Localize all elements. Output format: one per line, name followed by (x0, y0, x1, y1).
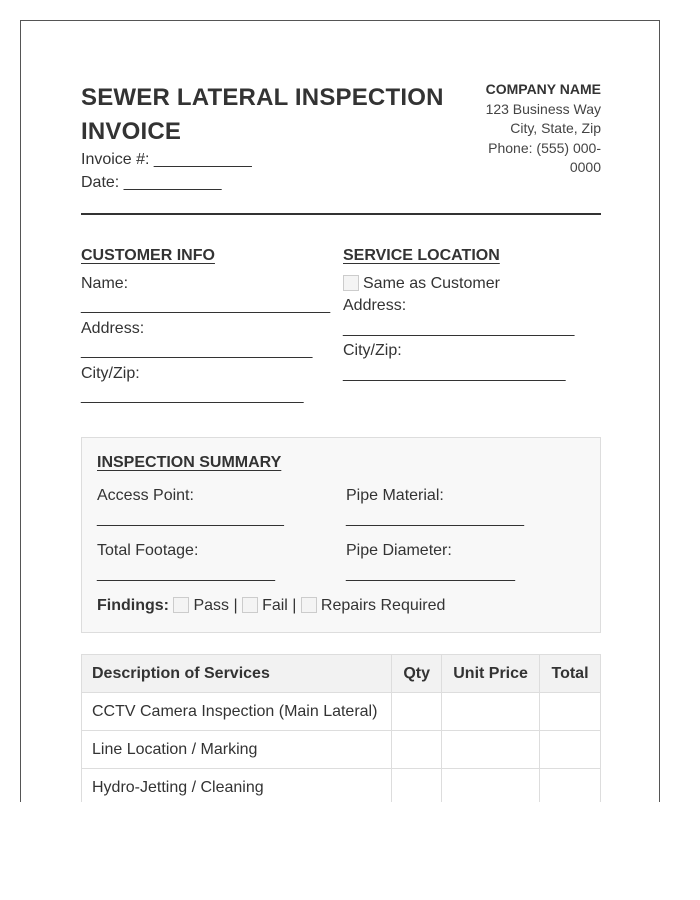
service-qty[interactable] (392, 769, 442, 803)
fail-checkbox[interactable] (242, 597, 258, 613)
header-total: Total (540, 655, 601, 693)
company-address: 123 Business Way (485, 100, 601, 117)
inspection-summary-heading: INSPECTION SUMMARY (97, 454, 282, 471)
service-city-label: City/Zip: (343, 342, 402, 359)
customer-city-field[interactable]: _________________________ (81, 387, 304, 404)
total-footage-field[interactable]: ____________________ (97, 564, 275, 582)
header-qty: Qty (392, 655, 442, 693)
customer-info-section (81, 245, 331, 408)
repairs-required-checkbox[interactable] (301, 597, 317, 613)
company-phone-line1: Phone: (555) 000- (488, 139, 601, 156)
service-description: Line Location / Marking (82, 731, 392, 769)
pipe-diameter-label: Pipe Diameter: (346, 542, 452, 559)
service-qty[interactable] (392, 693, 442, 731)
company-block (461, 80, 601, 178)
access-point-field[interactable]: _____________________ (97, 509, 284, 527)
service-address-field[interactable]: __________________________ (343, 319, 575, 337)
customer-info-heading: CUSTOMER INFO (81, 247, 215, 264)
total-footage-group (97, 540, 275, 585)
invoice-title: SEWER LATERAL INSPECTION INVOICE (81, 84, 444, 145)
repairs-required-label: Repairs Required (320, 597, 446, 614)
pipe-diameter-group (346, 540, 515, 585)
same-as-customer-row (343, 273, 601, 296)
company-phone-line2: 0000 (569, 159, 601, 175)
customer-city-label: City/Zip: (81, 364, 140, 382)
service-description: CCTV Camera Inspection (Main Lateral) (82, 693, 392, 731)
customer-name-field[interactable]: ____________________________ (81, 297, 331, 314)
service-total[interactable] (540, 731, 601, 769)
customer-address-field[interactable]: __________________________ (81, 342, 313, 359)
same-as-customer-label: Same as Customer (363, 274, 500, 292)
table-row (82, 731, 601, 769)
inspection-summary-box (81, 437, 601, 633)
company-name: COMPANY NAME (485, 81, 601, 97)
fail-label: Fail | (262, 597, 297, 614)
service-description: Hydro-Jetting / Cleaning (82, 769, 392, 803)
service-unit-price[interactable] (442, 731, 540, 769)
pipe-material-label: Pipe Material: (346, 487, 444, 504)
findings-row (97, 595, 445, 617)
service-total[interactable] (540, 769, 601, 803)
services-table (81, 654, 601, 802)
pipe-material-field[interactable]: ____________________ (346, 509, 524, 527)
header-divider (81, 213, 601, 215)
pass-label: Pass | (193, 597, 238, 614)
findings-label: Findings: (97, 597, 169, 614)
access-point-group (97, 485, 284, 530)
service-unit-price[interactable] (442, 693, 540, 731)
header-unit-price: Unit Price (442, 655, 540, 693)
service-city-field[interactable]: _________________________ (343, 364, 566, 382)
company-city: City, State, Zip (510, 120, 601, 136)
header-description: Description of Services (82, 655, 392, 693)
pipe-diameter-field[interactable]: ___________________ (346, 564, 516, 582)
total-footage-label: Total Footage: (97, 542, 199, 559)
service-qty[interactable] (392, 731, 442, 769)
pipe-material-group (346, 485, 524, 530)
access-point-label: Access Point: (97, 487, 194, 504)
company-phone (461, 139, 601, 178)
customer-address-label: Address: (81, 319, 145, 337)
service-address-label: Address: (343, 297, 407, 314)
table-row (82, 693, 601, 731)
service-location-heading: SERVICE LOCATION (343, 247, 500, 264)
customer-name-label: Name: (81, 274, 129, 292)
invoice-meta (81, 148, 252, 194)
service-total[interactable] (540, 693, 601, 731)
pass-checkbox[interactable] (173, 597, 189, 613)
invoice-number-field[interactable]: Invoice #: ___________ (81, 151, 252, 168)
service-location-section (343, 245, 601, 385)
invoice-date-field[interactable]: Date: ___________ (81, 174, 222, 191)
same-as-customer-checkbox[interactable] (343, 275, 359, 291)
services-header-row (82, 655, 601, 693)
table-row (82, 769, 601, 803)
service-unit-price[interactable] (442, 769, 540, 803)
invoice-page (20, 20, 660, 802)
